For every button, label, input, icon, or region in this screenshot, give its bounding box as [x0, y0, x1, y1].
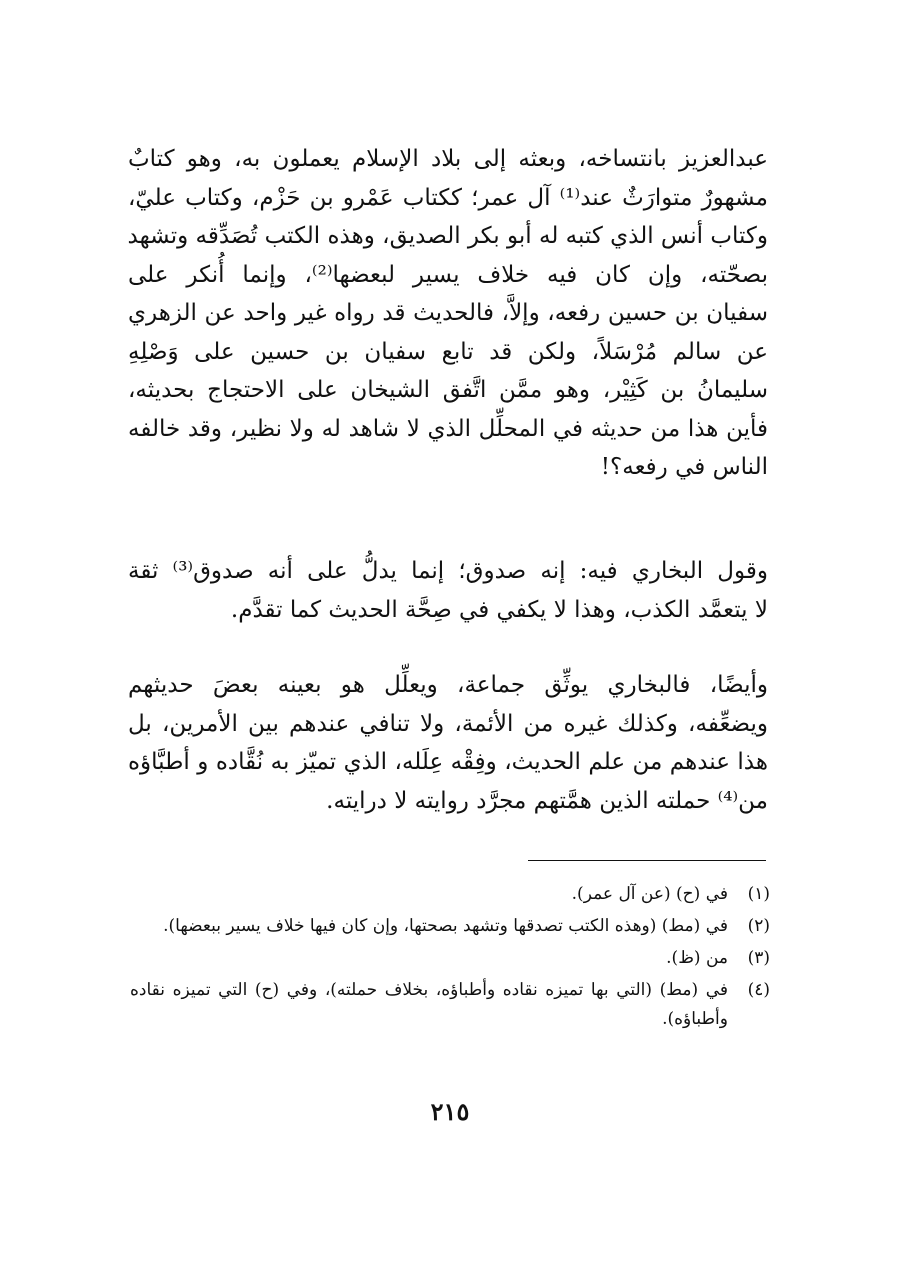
text-line: لا يتعمَّد الكذب، وهذا لا يكفي في صِحَّة الحديث كما تقدَّم.	[230, 596, 768, 623]
footnote-text: في (مط) (التي بها تميزه نقاده وأطباؤه، بخلاف حملته)، وفي (ح) التي تميزه نقاده وأطباؤه).	[130, 980, 728, 1029]
footnote-number: (٢)	[747, 916, 770, 936]
text-line: هذا عندهم من علم الحديث، وفِقْه عِلَله، الذي تميّز به نُقَّاده و أطبَّاؤه	[128, 749, 768, 775]
paragraph-3	[128, 666, 768, 820]
text-line: عبدالعزيز بانتساخه، وبعثه إلى بلاد الإسلام يعملون به، وهو كتابٌ	[128, 146, 768, 172]
paragraph-2	[128, 552, 768, 629]
text-line: بصحّته، وإن كان فيه خلاف يسير لبعضها⁽²⁾، وإنما أُنكر على	[128, 261, 768, 288]
text-line: سفيان بن حسين رفعه، وإلاَّ، فالحديث قد رواه غير واحد عن الزهري	[128, 300, 768, 326]
text-line: فأين هذا من حديثه في المحلِّل الذي لا شاهد له ولا نظير، وقد خالفه	[128, 415, 768, 442]
footnote-separator	[528, 860, 766, 861]
text-line: الناس في رفعه؟!	[600, 454, 768, 480]
footnote-1	[130, 880, 770, 909]
text-line: وكتاب أنس الذي كتبه له أبو بكر الصديق، وهذه الكتب تُصَدِّقه وتشهد	[127, 223, 768, 249]
footnote-text: من (ظ).	[666, 948, 728, 968]
text-line: سليمانُ بن كَثِيْر، وهو ممَّن اتَّفق الشيخان على الاحتجاج بحديثه،	[128, 377, 768, 403]
page-number: ٢١٥	[430, 1097, 470, 1126]
footnote-4	[130, 976, 770, 1034]
text-line: وأيضًا، فالبخاري يوثِّق جماعة، ويعلِّل هو بعينه بعضَ حديثهم	[128, 672, 768, 698]
footnote-number: (١)	[747, 884, 770, 904]
footnote-3	[130, 944, 770, 973]
footnote-text: في (مط) (وهذه الكتب تصدقها وتشهد بصحتها، وإن كان فيها خلاف يسير ببعضها).	[163, 916, 728, 936]
text-line: ويضعِّفه، وكذلك غيره من الأئمة، ولا تنافي عندهم بين الأمرين، بل	[128, 710, 768, 737]
footnote-2	[130, 912, 770, 941]
text-line: وقول البخاري فيه: إنه صدوق؛ إنما يدلُّ على أنه صدوق⁽³⁾ ثقة	[128, 558, 769, 584]
footnote-text: في (ح) (عن آل عمر).	[571, 884, 728, 904]
footnote-number: (٣)	[747, 948, 770, 968]
text-line: عن سالم مُرْسَلاً، ولكن قد تابع سفيان بن حسين على وَصْلِهِ	[128, 338, 768, 365]
footnote-number: (٤)	[747, 980, 770, 1000]
text-line: من⁽⁴⁾ حملته الذين همَّتهم مجرَّد روايته لا درايته.	[326, 787, 768, 814]
footnotes	[130, 880, 770, 1037]
text-line: مشهورٌ متوارَثٌ عند⁽¹⁾ آل عمر؛ ككتاب عَمْرو بن حَزْم، وكتاب عليّ،	[128, 184, 768, 211]
paragraph-1	[128, 140, 768, 487]
